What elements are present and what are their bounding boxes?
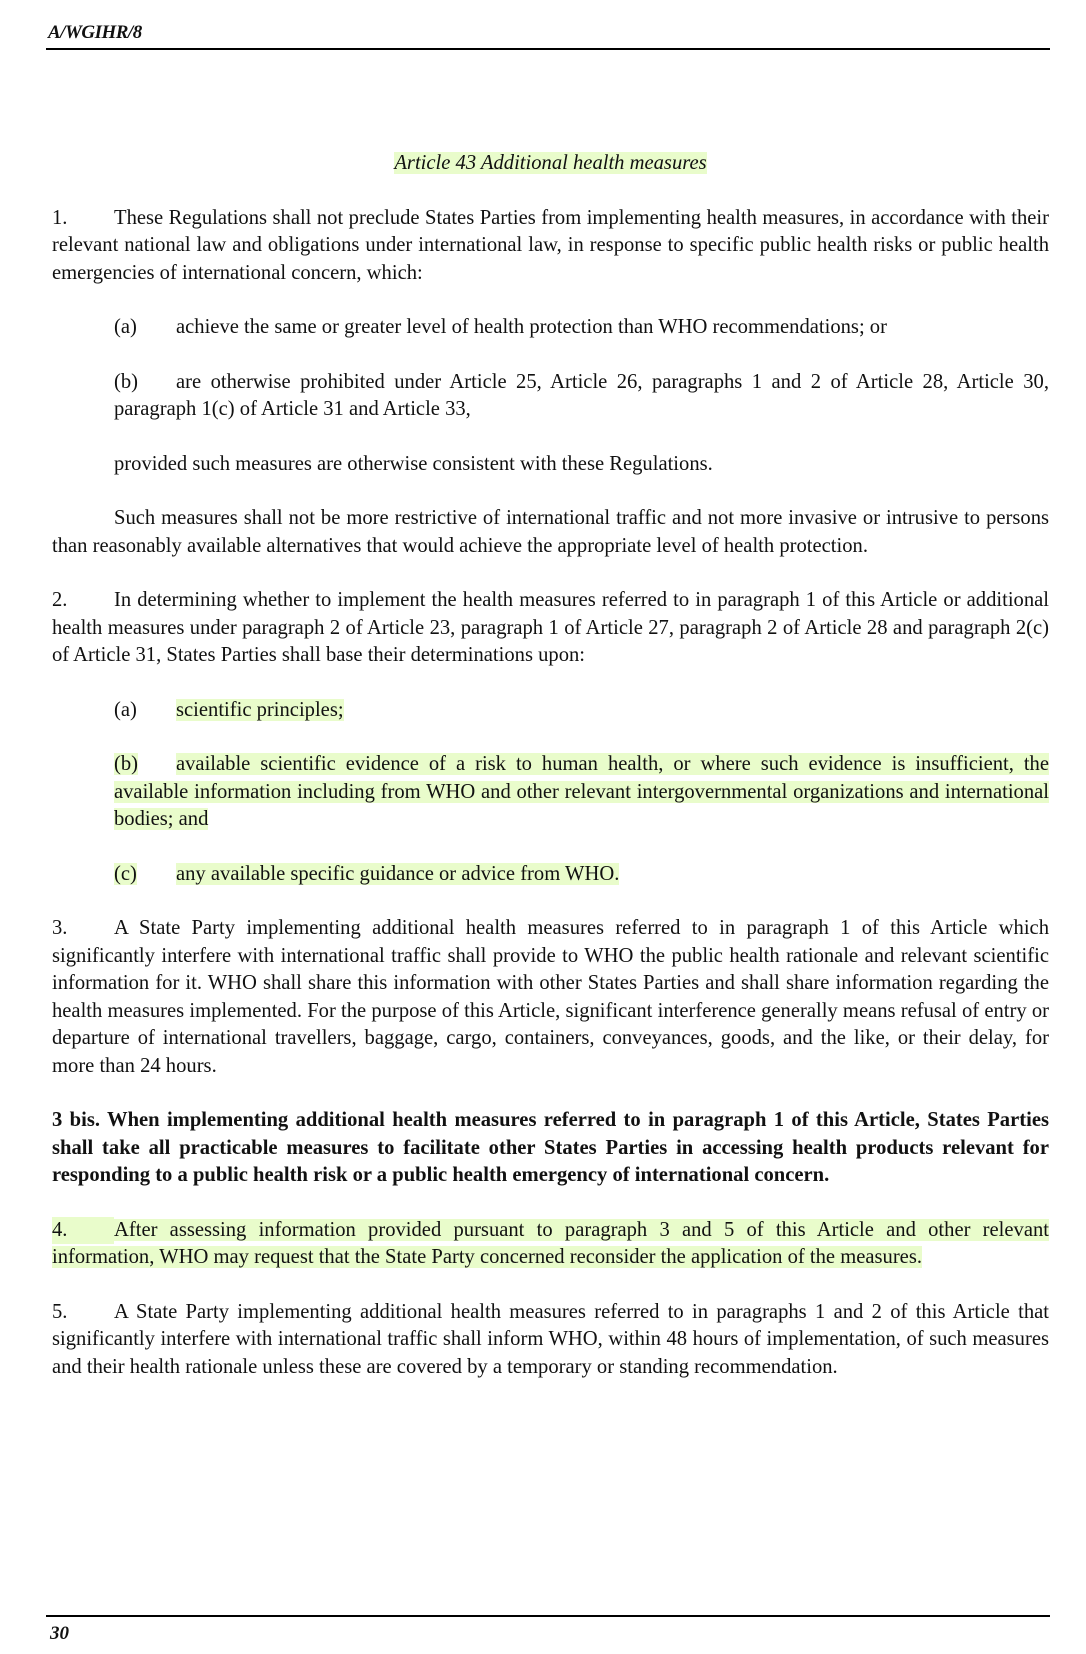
paragraph-2-item-b — [114, 751, 1049, 834]
paragraph-number: 2. — [52, 589, 68, 611]
paragraph-1-continuation — [52, 505, 1049, 560]
footer-rule — [46, 1615, 1050, 1617]
paragraph-text: After assessing information provided pursuant to paragraph 3 and 5 of this Article and other relevant information, WHO may request that the State Party concerned reconsider the application of the measures. — [52, 1218, 1049, 1268]
paragraph-1-proviso — [114, 451, 1049, 479]
paragraph-3-bis — [52, 1107, 1049, 1190]
paragraph-2-item-a — [114, 697, 1049, 725]
item-label: (b) — [114, 370, 139, 393]
paragraph-4 — [52, 1217, 1049, 1272]
item-label: (a) — [114, 316, 137, 338]
article-title — [52, 150, 1049, 178]
header-rule — [46, 48, 1050, 50]
item-text: available scientific evidence of a risk to human health, or where such evidence is insufficient, the available information including from WHO and other relevant intergovernmental organizations and international bodies; and — [114, 753, 1049, 830]
item-label: (a) — [114, 698, 137, 721]
item-text: scientific principles; — [176, 698, 344, 721]
item-label: (c) — [114, 862, 137, 885]
paragraph-number: 3. — [52, 917, 68, 939]
paragraph-text: When implementing additional health measures referred to in paragraph 1 of this Article, States Parties shall take all practicable measures to facilitate other States Parties in accessing health products relevant for responding to a public health risk or a public health emergency of international concern. — [52, 1109, 1049, 1186]
paragraph-number: 4. — [52, 1217, 114, 1245]
paragraph-number: 3 bis. — [52, 1109, 100, 1131]
item-text: are otherwise prohibited under Article 25, Article 26, paragraphs 1 and 2 of Article 28, Article 30, paragraph 1(c) of Article 31 and Article 33, — [114, 370, 1049, 420]
paragraph-1-item-b — [114, 369, 1049, 424]
article-title-text: Article 43 Additional health measures — [394, 152, 707, 174]
paragraph-number: 5. — [52, 1300, 68, 1323]
document-symbol: A/WGIHR/8 — [48, 22, 142, 43]
page-number: 30 — [50, 1623, 69, 1644]
paragraph-5 — [52, 1299, 1049, 1382]
continuation-text: Such measures shall not be more restrictive of international traffic and not more invasive or intrusive to persons than reasonably available alternatives that would achieve the appropriate level of health protection. — [52, 507, 1049, 557]
paragraph-text: These Regulations shall not preclude States Parties from implementing health measures, in accordance with their relevant national law and obligations under international law, in response to specific public health risks or public health emergencies of international concern, which: — [52, 206, 1049, 284]
paragraph-text: In determining whether to implement the health measures referred to in paragraph 1 of this Article or additional health measures under paragraph 2 of Article 23, paragraph 1 of Article 27, paragraph 2 of Article 28 and paragraph 2(c) of Article 31, States Parties shall base their determinations upon: — [52, 589, 1049, 666]
paragraph-1-item-a — [114, 314, 1049, 342]
article-body — [52, 150, 1049, 1408]
item-text: any available specific guidance or advice from WHO. — [176, 862, 620, 885]
paragraph-1 — [52, 205, 1049, 288]
paragraph-text: A State Party implementing additional health measures referred to in paragraphs 1 and 2 of this Article that significantly interfere with international traffic shall inform WHO, within 48 hours of implementation, of such measures and their health rationale unless these are covered by a temporary or standing recommendation. — [52, 1300, 1049, 1378]
paragraph-number: 1. — [52, 206, 68, 229]
paragraph-2 — [52, 587, 1049, 670]
paragraph-text: A State Party implementing additional health measures referred to in paragraph 1 of this Article which significantly interfere with international traffic shall provide to WHO the public health rationale and relevant scientific information for it. WHO shall share this information with other States Parties and shall share information regarding the health measures implemented. For the purpose of this Article, significant interference generally means refusal of entry or departure of international travellers, baggage, cargo, containers, conveyances, goods, and the like, or their delay, for more than 24 hours. — [52, 917, 1049, 1077]
item-label: (b) — [114, 753, 139, 775]
paragraph-3 — [52, 915, 1049, 1080]
proviso-text: provided such measures are otherwise consistent with these Regulations. — [114, 452, 713, 475]
item-text: achieve the same or greater level of health protection than WHO recommendations; or — [176, 316, 887, 338]
paragraph-2-item-c — [114, 861, 1049, 889]
